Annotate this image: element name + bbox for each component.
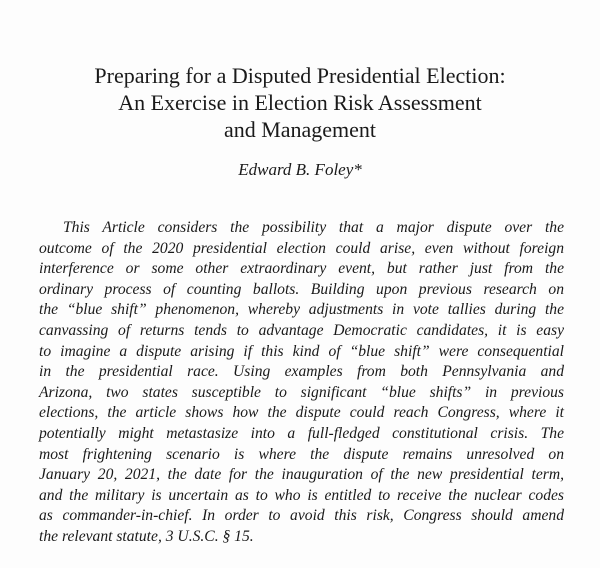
abstract-line: the relevant statute, 3 U.S.C. § 15. <box>39 527 254 545</box>
abstract-line: the “blue shift” phenomenon, whereby adjustments in vote tallies during the <box>39 301 564 319</box>
abstract-line: potentially might metastasize into a full-fledged constitutional crisis. The <box>39 424 564 442</box>
abstract-line: canvassing of returns tends to advantage Democratic candidates, it is easy <box>39 321 564 339</box>
title-line: and Management <box>223 117 377 142</box>
abstract-line: interference or some other extraordinary event, but rather just from the <box>39 260 564 278</box>
abstract-line: and the military is uncertain as to who is entitled to receive the nuclear codes <box>39 486 564 504</box>
abstract-line: This Article considers the possibility that a major dispute over the <box>63 219 564 236</box>
abstract-line: Arizona, two states susceptible to significant “blue shifts” in previous <box>39 383 564 401</box>
title-line: Preparing for a Disputed Presidential Election: <box>94 63 506 88</box>
paper-abstract <box>39 218 564 548</box>
abstract-line: elections, the article shows how the dispute could reach Congress, where it <box>39 404 564 422</box>
title-line: An Exercise in Election Risk Assessment <box>118 90 482 115</box>
abstract-line: to imagine a dispute arising if this kind of “blue shift” were consequential <box>39 342 564 360</box>
abstract-line: January 20, 2021, the date for the inauguration of the new presidential term, <box>39 466 564 484</box>
abstract-line: ordinary process of counting ballots. Building upon previous research on <box>39 280 564 298</box>
paper-title <box>0 62 600 143</box>
abstract-line: outcome of the 2020 presidential election could arise, even without foreign <box>39 239 564 257</box>
abstract-line: in the presidential race. Using examples from both Pennsylvania and <box>39 363 564 381</box>
paper-author: Edward B. Foley* <box>238 160 362 179</box>
abstract-line: as commander-in-chief. In order to avoid this risk, Congress should amend <box>39 507 564 525</box>
abstract-line: most frightening scenario is where the dispute remains unresolved on <box>39 445 564 463</box>
